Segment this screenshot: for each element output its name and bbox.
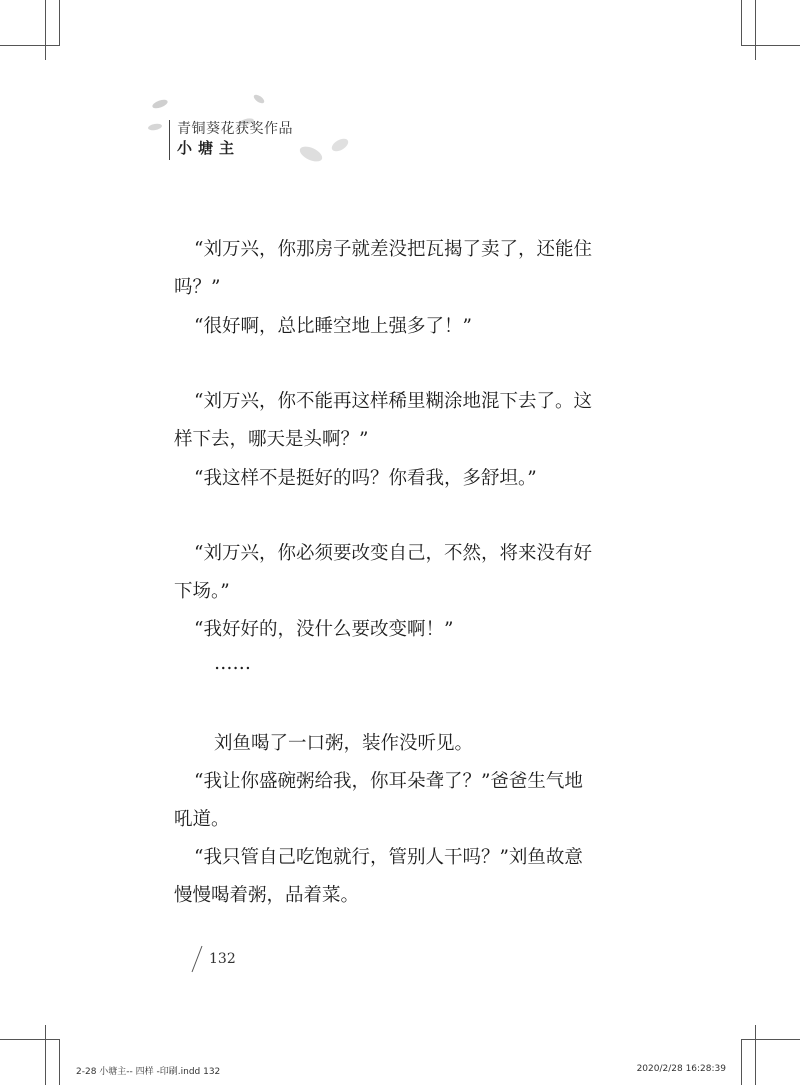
crop-mark [59, 1039, 60, 1085]
text-line: 慢慢喝着粥，品着菜。 [174, 885, 360, 906]
footer-file-info: 2-28 小塘主-- 四样 -印刷.indd 132 [76, 1067, 221, 1077]
page-number: 132 [209, 951, 236, 967]
text-line: “我这样不是挺好的吗？你看我，多舒坦。” [194, 468, 537, 489]
text-line: “我只管自己吃饱就行，管别人干吗？”刘鱼故意 [194, 847, 583, 868]
footer-timestamp: 2020/2/28 16:28:39 [636, 1064, 726, 1074]
page-number-slash-icon [190, 945, 204, 973]
petal-decoration-icon [0, 0, 800, 200]
text-line: “刘万兴，你必须要改变自己，不然，将来没有好 [194, 543, 592, 564]
text-line: 刘鱼喝了一口粥，装作没听见。 [214, 733, 474, 754]
crop-mark [45, 1025, 46, 1085]
header-rule [169, 120, 170, 160]
crop-mark [755, 1025, 756, 1085]
text-line: “刘万兴，你不能再这样稀里糊涂地混下去了。这 [194, 391, 592, 412]
text-line: 吼道。 [174, 809, 230, 830]
text-line: …… [214, 653, 251, 674]
text-line: “我好好的，没什么要改变啊！” [194, 619, 454, 640]
text-line: 样下去，哪天是头啊？” [174, 429, 369, 450]
text-line: “刘万兴，你那房子就差没把瓦揭了卖了，还能住 [194, 239, 592, 260]
series-title: 青铜葵花获奖作品 [177, 121, 293, 137]
text-line: “很好啊，总比睡空地上强多了！” [194, 316, 472, 337]
text-line: “我让你盛碗粥给我，你耳朵聋了？”爸爸生气地 [194, 771, 583, 792]
text-line: 吗？” [174, 277, 221, 298]
crop-mark [0, 1039, 60, 1040]
text-line: 下场。” [174, 581, 230, 602]
book-title: 小塘主 [177, 139, 241, 157]
crop-mark [741, 1039, 742, 1085]
crop-mark [741, 1039, 800, 1040]
